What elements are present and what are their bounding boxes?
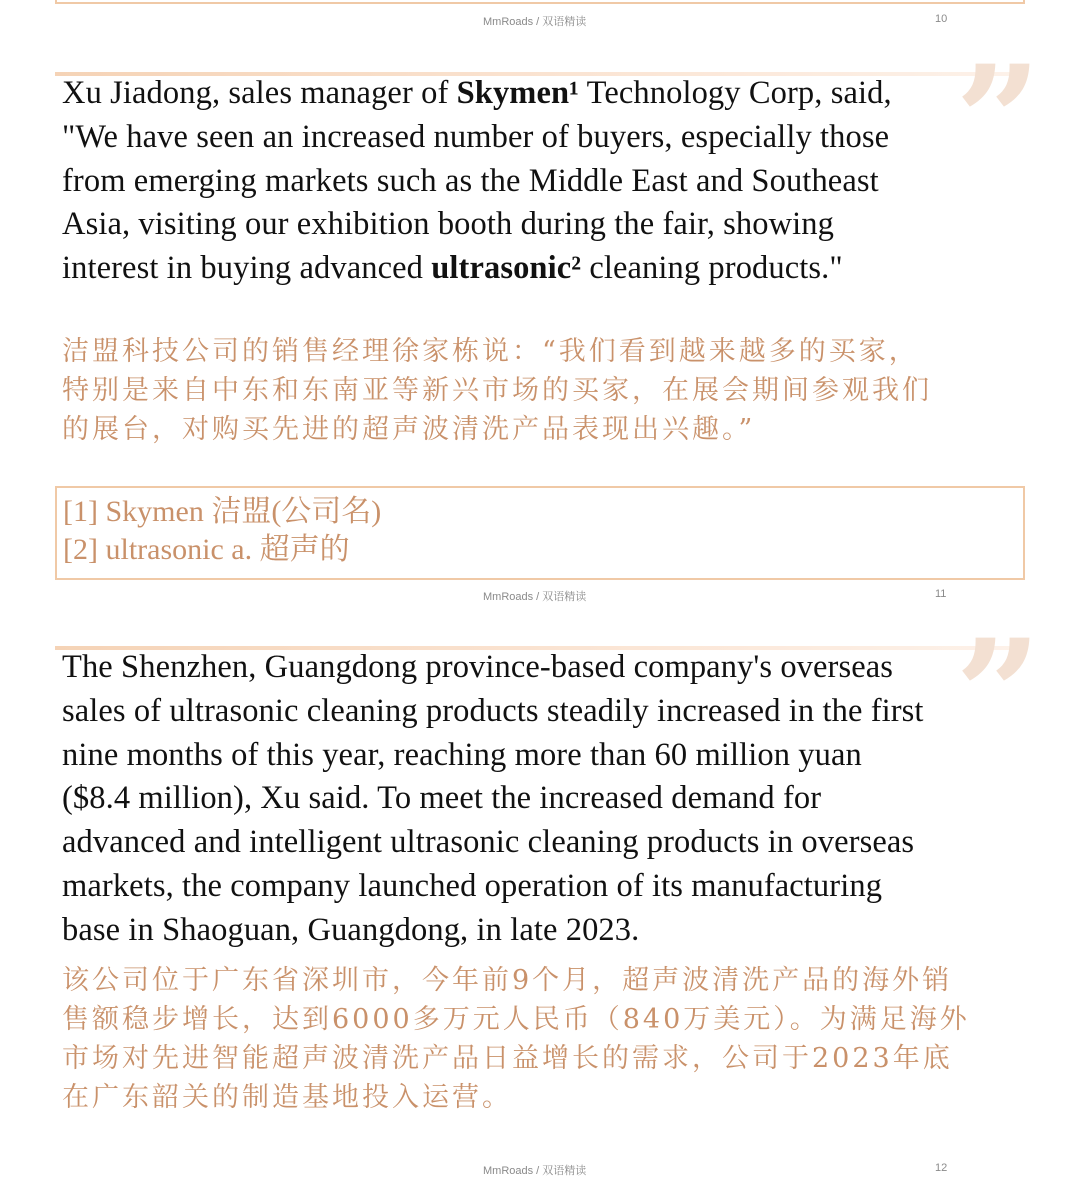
page-number: 12 xyxy=(935,1162,948,1174)
chinese-line: 市场对先进智能超声波清洗产品日益增长的需求，公司于2023年底 xyxy=(62,1043,953,1074)
english-line: Xu Jiadong, sales manager of Skymen¹ Technology Corp, said, xyxy=(62,75,892,111)
term-ultrasonic: ultrasonic² xyxy=(431,250,582,287)
vocab-note: [2] ultrasonic a. 超声的 xyxy=(63,533,350,566)
footer-brand: MmRoads / 双语精读 xyxy=(483,591,587,603)
english-paragraph-1 xyxy=(62,72,892,291)
chinese-line: 售额稳步增长，达到6000多万元人民币（840万美元）。为满足海外 xyxy=(62,1004,970,1035)
page-footer-10 xyxy=(0,13,1080,29)
english-line: sales of ultrasonic cleaning products steadily increased in the first xyxy=(62,692,924,729)
footer-brand: MmRoads / 双语精读 xyxy=(483,1165,587,1177)
quote-mark-icon: ” xyxy=(955,33,1042,209)
chinese-line: 在广东韶关的制造基地投入运营。 xyxy=(62,1082,512,1113)
page-number: 10 xyxy=(935,13,948,25)
chinese-paragraph-2 xyxy=(62,961,970,1117)
chinese-line: 该公司位于广东省深圳市，今年前9个月，超声波清洗产品的海外销 xyxy=(62,965,953,996)
chinese-line: 特别是来自中东和东南亚等新兴市场的买家，在展会期间参观我们 xyxy=(62,375,932,406)
english-line: from emerging markets such as the Middle East and Southeast xyxy=(62,162,879,199)
english-line: interest in buying advanced ultrasonic² cleaning products." xyxy=(62,250,843,287)
footer-brand: MmRoads / 双语精读 xyxy=(483,16,587,28)
quote-mark-icon: ” xyxy=(955,607,1042,783)
english-line: base in Shaoguan, Guangdong, in late 2023. xyxy=(62,911,640,948)
term-skymen: Skymen¹ xyxy=(456,75,580,111)
chinese-paragraph-1 xyxy=(62,332,932,449)
english-line: ($8.4 million), Xu said. To meet the increased demand for xyxy=(62,780,822,817)
vocab-note: [1] Skymen 洁盟(公司名) xyxy=(63,495,382,528)
english-paragraph-2 xyxy=(62,646,924,953)
page-footer-11 xyxy=(0,588,1080,604)
chinese-line: 的展台，对购买先进的超声波清洗产品表现出兴趣。” xyxy=(62,414,756,445)
page-footer-12 xyxy=(0,1162,1080,1178)
page-number: 11 xyxy=(935,588,947,600)
english-line: Asia, visiting our exhibition booth during the fair, showing xyxy=(62,206,834,243)
previous-page-box-edge xyxy=(55,0,1025,4)
english-line: The Shenzhen, Guangdong province-based company's overseas xyxy=(62,649,894,685)
chinese-line: 洁盟科技公司的销售经理徐家栋说：“我们看到越来越多的买家， xyxy=(62,336,919,367)
english-line: markets, the company launched operation of its manufacturing xyxy=(62,867,883,904)
english-line: advanced and intelligent ultrasonic cleaning products in overseas xyxy=(62,824,915,861)
vocabulary-notes-box xyxy=(55,486,1025,580)
english-line: "We have seen an increased number of buyers, especially those xyxy=(62,118,890,155)
english-line: nine months of this year, reaching more than 60 million yuan xyxy=(62,736,862,773)
